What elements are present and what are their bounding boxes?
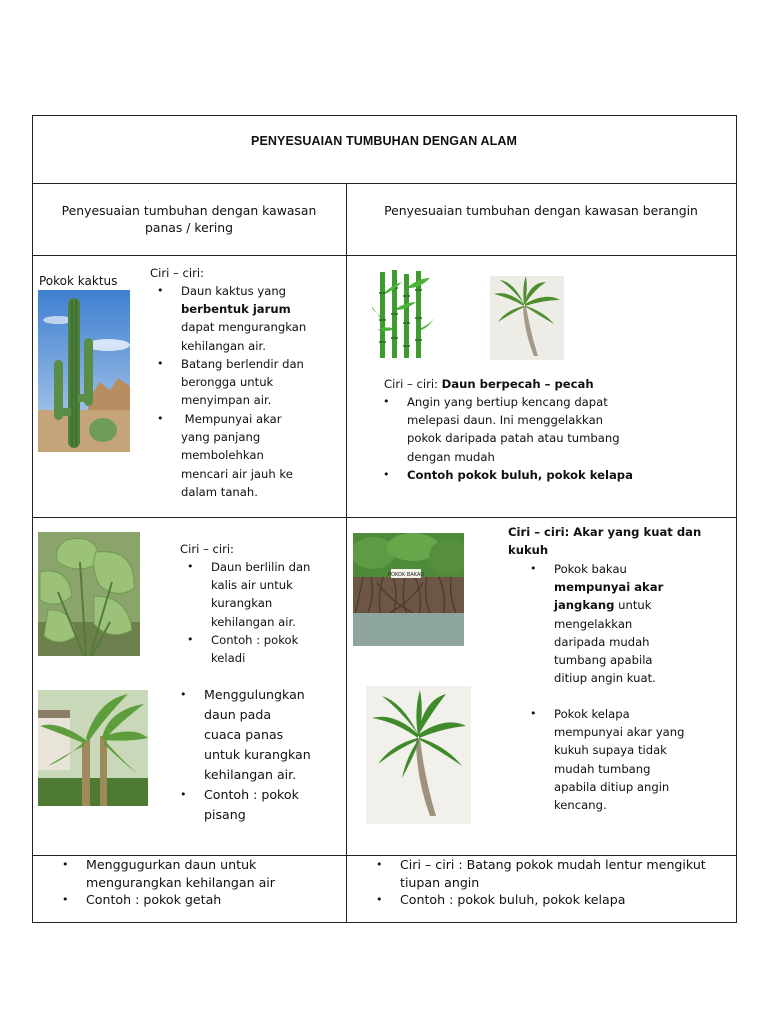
column-divider bbox=[346, 183, 347, 923]
windy-b2-line-bold: Contoh pokok buluh, pokok kelapa bbox=[407, 468, 633, 482]
bottom-right-bullet-2 bbox=[376, 891, 734, 909]
mangrove-b1-line-bold: jangkang bbox=[554, 598, 615, 613]
cactus-photo bbox=[38, 290, 130, 452]
windy-b1-line: melepasi daun. Ini menggelakkan bbox=[407, 413, 604, 428]
table-border-bottom bbox=[32, 922, 737, 923]
bottom-right-b1-line: Ciri – ciri : Batang pokok mudah lentur mengikut bbox=[400, 857, 706, 872]
column-header-left bbox=[34, 202, 344, 236]
bullet-icon: • bbox=[157, 284, 164, 297]
keladi-bullet-2 bbox=[187, 631, 341, 667]
keladi-bullet-1 bbox=[187, 558, 341, 631]
bottom-left-b2-line: Contoh : pokok getah bbox=[86, 892, 222, 907]
bullet-icon: • bbox=[180, 688, 187, 701]
keladi-features bbox=[180, 540, 340, 558]
windy-b1-line: pokok daripada patah atau tumbang bbox=[407, 431, 620, 446]
cactus-b1-line-bold: berbentuk jarum bbox=[181, 302, 291, 317]
coconut-photo bbox=[366, 686, 471, 824]
bottom-right-b2-line: Contoh : pokok buluh, pokok kelapa bbox=[400, 892, 626, 907]
cactus-b3-line: Mempunyai akar bbox=[181, 412, 282, 426]
mangrove-b1-line-bold: mempunyai akar bbox=[554, 580, 664, 595]
mangrove-b1-line: daripada mudah bbox=[554, 634, 650, 649]
column-header-right: Penyesuaian tumbuhan dengan kawasan berangin bbox=[384, 203, 698, 218]
bottom-right-bullet-1 bbox=[376, 856, 734, 891]
coconut-b2-line: mempunyai akar yang bbox=[554, 725, 685, 740]
row-divider-3 bbox=[32, 517, 737, 518]
bamboo-photo bbox=[372, 268, 434, 360]
mangrove-b1-line: tumbang apabila bbox=[554, 653, 653, 668]
banana-photo bbox=[38, 690, 148, 806]
mangrove-features-heading bbox=[508, 523, 730, 559]
bottom-left-bullet-2 bbox=[62, 891, 341, 909]
coconut-b2-line: kencang. bbox=[554, 798, 607, 813]
cactus-features-heading: Ciri – ciri: bbox=[150, 266, 204, 280]
pisang-b1-line: kehilangan air. bbox=[204, 767, 297, 782]
bottom-left-b1-line: mengurangkan kehilangan air bbox=[86, 874, 275, 890]
mangrove-heading-line: Ciri – ciri: Akar yang kuat dan bbox=[508, 525, 702, 539]
cactus-features bbox=[150, 264, 340, 282]
bullet-icon: • bbox=[157, 412, 164, 425]
bullet-icon: • bbox=[187, 633, 194, 646]
cactus-b3-line: membolehkan bbox=[181, 448, 264, 463]
table-border-left bbox=[32, 115, 33, 923]
pisang-b1-line: Menggulungkan bbox=[204, 687, 305, 702]
coconut-b2-line: Pokok kelapa bbox=[554, 707, 630, 721]
mangrove-photo bbox=[353, 533, 464, 646]
keladi-b2-line: Contoh : pokok bbox=[211, 633, 299, 647]
cactus-b3-line: dalam tanah. bbox=[181, 484, 258, 499]
cactus-bullet-1 bbox=[157, 282, 341, 355]
coconut-b2-line: apabila ditiup angin bbox=[554, 779, 670, 794]
bullet-icon: • bbox=[180, 788, 187, 801]
pisang-bullet-2 bbox=[180, 785, 344, 825]
windy-bullet-1 bbox=[383, 393, 727, 466]
windy-heading-label: Ciri – ciri: bbox=[384, 377, 442, 391]
mangrove-heading-line: kukuh bbox=[508, 543, 549, 558]
bottom-right-b1-line: tiupan angin bbox=[400, 874, 480, 890]
column-header-left-line2: panas / kering bbox=[144, 220, 234, 235]
row-divider-2 bbox=[32, 255, 737, 256]
coconut-b2-line: kukuh supaya tidak bbox=[554, 743, 667, 758]
keladi-b1-line: kehilangan air. bbox=[211, 614, 296, 629]
mangrove-b1-line: mengelakkan bbox=[554, 616, 633, 631]
cactus-b3-line: yang panjang bbox=[181, 430, 261, 445]
bullet-icon: • bbox=[383, 395, 390, 408]
bullet-icon: • bbox=[383, 468, 390, 481]
bullet-icon: • bbox=[62, 858, 69, 871]
column-header-left-line1: Penyesuaian tumbuhan dengan kawasan bbox=[61, 203, 317, 218]
windy-bullet-2 bbox=[383, 466, 727, 484]
keladi-photo bbox=[38, 532, 140, 656]
row-divider-1 bbox=[32, 183, 737, 184]
mangrove-bullet-1 bbox=[530, 560, 734, 687]
coconut-bullet-2 bbox=[530, 705, 734, 814]
table-title: PENYESUAIAN TUMBUHAN DENGAN ALAM bbox=[251, 134, 517, 148]
windy-heading-bold: Daun berpecah – pecah bbox=[441, 377, 594, 391]
bullet-icon: • bbox=[157, 357, 164, 370]
palm-photo bbox=[490, 276, 564, 360]
bullet-icon: • bbox=[376, 893, 383, 906]
table-border-top bbox=[32, 115, 737, 116]
bottom-left-b1-line: Menggugurkan daun untuk bbox=[86, 857, 257, 872]
keladi-features-heading: Ciri – ciri: bbox=[180, 542, 234, 556]
cactus-bullet-3 bbox=[157, 410, 341, 501]
pisang-b1-line: untuk kurangkan bbox=[204, 747, 311, 762]
keladi-b1-line: Daun berlilin dan bbox=[211, 560, 311, 574]
coconut-b2-line: mudah tumbang bbox=[554, 761, 651, 776]
bottom-left-bullet-1 bbox=[62, 856, 341, 891]
cactus-b1-line: kehilangan air. bbox=[181, 338, 266, 353]
cactus-b3-line: mencari air jauh ke bbox=[181, 466, 293, 481]
mangrove-b1-line: untuk bbox=[614, 598, 652, 613]
windy-b1-line: dengan mudah bbox=[407, 449, 495, 464]
windy-features-heading bbox=[384, 375, 724, 393]
cactus-b2-line: berongga untuk bbox=[181, 375, 274, 390]
bullet-icon: • bbox=[62, 893, 69, 906]
bullet-icon: • bbox=[530, 707, 537, 720]
keladi-b1-line: kurangkan bbox=[211, 596, 273, 611]
bullet-icon: • bbox=[187, 560, 194, 573]
cactus-b2-line: Batang berlendir dan bbox=[181, 357, 304, 371]
cactus-b2-line: menyimpan air. bbox=[181, 393, 272, 408]
pisang-bullet-1 bbox=[180, 685, 344, 785]
cactus-b1-line: Daun kaktus yang bbox=[181, 284, 287, 298]
mangrove-b1-line: ditiup angin kuat. bbox=[554, 671, 656, 686]
cactus-label: Pokok kaktus bbox=[39, 274, 118, 288]
pisang-b2-line: Contoh : pokok bbox=[204, 787, 299, 802]
table-border-right bbox=[736, 115, 737, 923]
pisang-b1-line: daun pada bbox=[204, 707, 272, 722]
keladi-b2-line: keladi bbox=[211, 651, 246, 666]
mangrove-photo-sign: POKOK BAKAU bbox=[388, 572, 424, 578]
cactus-bullet-2 bbox=[157, 355, 341, 410]
bullet-icon: • bbox=[376, 858, 383, 871]
mangrove-b1-line: Pokok bakau bbox=[554, 562, 627, 576]
windy-b1-line: Angin yang bertiup kencang dapat bbox=[407, 395, 608, 409]
pisang-b2-line: pisang bbox=[204, 807, 246, 822]
pisang-b1-line: cuaca panas bbox=[204, 727, 284, 742]
bullet-icon: • bbox=[530, 562, 537, 575]
cactus-b1-line: dapat mengurangkan bbox=[181, 320, 307, 335]
keladi-b1-line: kalis air untuk bbox=[211, 578, 293, 593]
